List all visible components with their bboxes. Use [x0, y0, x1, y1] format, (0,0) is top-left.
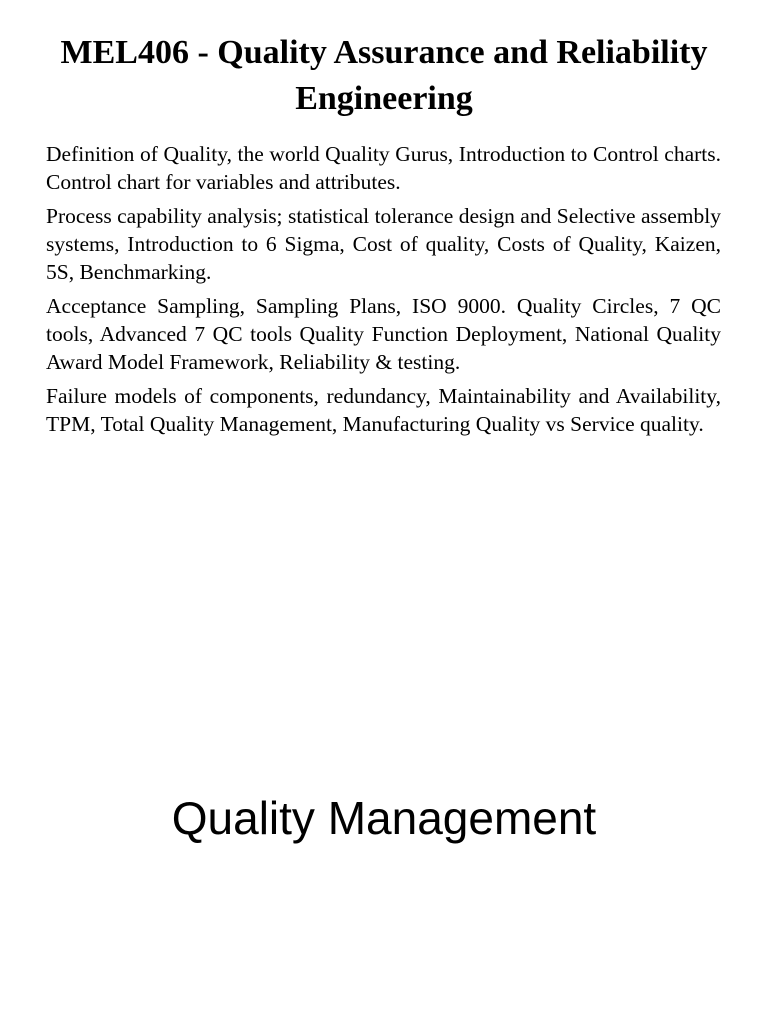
- syllabus-paragraph-4: Failure models of components, redundancy, Maintainability and Availability, TPM, Total Quality Management, Manufacturing Quality vs Service quality.: [46, 384, 721, 436]
- syllabus-paragraph-1: Definition of Quality, the world Quality Gurus, Introduction to Control charts. Control chart for variables and attributes.: [46, 142, 721, 194]
- syllabus-paragraph-3: Acceptance Sampling, Sampling Plans, ISO 9000. Quality Circles, 7 QC tools, Advanced 7 QC tools Quality Function Deployment, National Quality Award Model Framework, Reliability & testing.: [46, 294, 721, 374]
- section-subtitle: Quality Management: [171, 792, 597, 844]
- syllabus-body: [46, 140, 721, 444]
- syllabus-paragraph-2: Process capability analysis; statistical tolerance design and Selective assembly systems, Introduction to 6 Sigma, Cost of quality, Costs of Quality, Kaizen, 5S, Benchmarking.: [46, 204, 721, 284]
- page-title: MEL406 - Quality Assurance and Reliability Engineering: [60, 34, 708, 117]
